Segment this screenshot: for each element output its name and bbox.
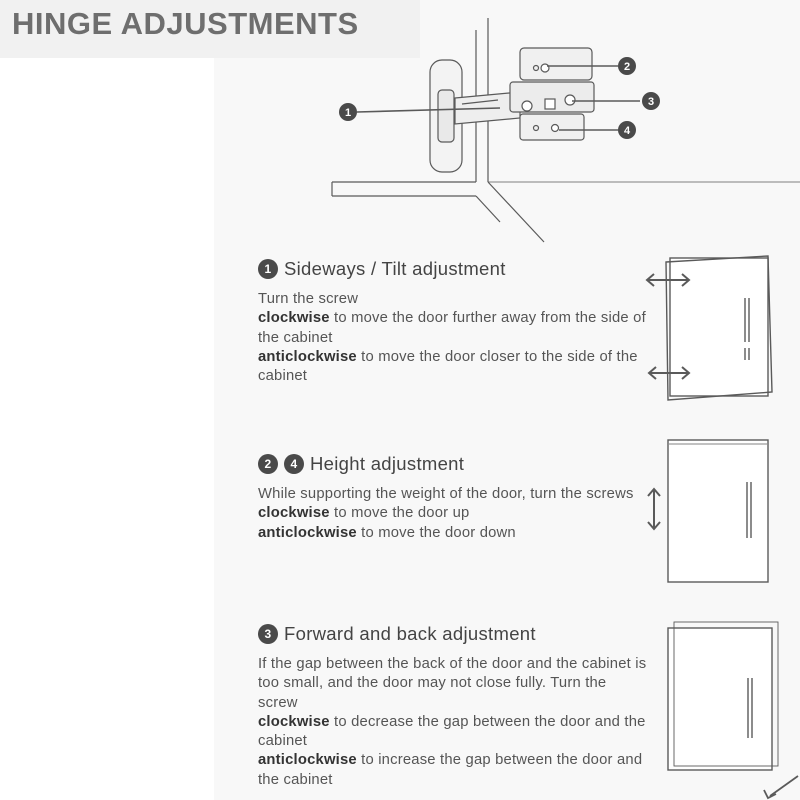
instruction-text: to move the door up [329, 505, 470, 522]
instruction-text: Turn the screw [258, 291, 359, 307]
instruction-text: to move the door down [356, 524, 516, 541]
direction-keyword: clockwise [258, 713, 330, 730]
instruction-line [258, 348, 648, 387]
number-badge-icon: 3 [258, 624, 278, 644]
section-sideways-tilt [258, 258, 648, 386]
direction-keyword: anticlockwise [258, 752, 357, 769]
instruction-text: to increase the gap between the door and the cabinet [258, 752, 643, 788]
section-forward-back [258, 623, 648, 790]
door-depth-icon [668, 622, 798, 798]
instruction-line [258, 504, 648, 523]
direction-keyword: anticlockwise [258, 348, 357, 365]
instruction-text: While supporting the weight of the door, turn the screws [258, 486, 634, 502]
section-heading [258, 623, 648, 645]
section-heading-text: Sideways / Tilt adjustment [284, 258, 506, 279]
direction-keyword: clockwise [258, 310, 330, 327]
section-body [258, 290, 648, 386]
callout-label: 4 [623, 125, 631, 137]
instruction-line [258, 524, 648, 543]
instruction-line [258, 309, 648, 348]
section-body [258, 485, 648, 543]
section-body [258, 655, 648, 790]
door-height-icon [668, 440, 768, 582]
callout-label: 2 [623, 61, 631, 73]
instruction-text: to move the door further away from the side of the cabinet [258, 310, 646, 346]
section-heading-text: Forward and back adjustment [284, 623, 536, 644]
number-badge-icon: 4 [284, 454, 304, 474]
direction-keyword: anticlockwise [258, 524, 357, 541]
direction-keyword: clockwise [258, 505, 330, 522]
instruction-text: If the gap between the back of the door and the cabinet is too small, and the door may not close fully. Turn the screw [258, 656, 647, 711]
section-heading [258, 453, 648, 475]
instruction-text: to move the door closer to the side of the cabinet [258, 348, 638, 385]
instruction-line [258, 290, 648, 309]
instruction-text: to decrease the gap between the door and the cabinet [258, 713, 646, 750]
callout-label: 1 [344, 107, 352, 119]
page-title: HINGE ADJUSTMENTS [12, 6, 359, 41]
number-badge-icon: 1 [258, 259, 278, 279]
instruction-line [258, 713, 648, 752]
callout-label: 3 [647, 96, 655, 108]
section-heading [258, 258, 648, 280]
instruction-line [258, 485, 648, 504]
double-arrow-vertical-icon [648, 489, 660, 529]
instruction-line [258, 655, 648, 713]
section-heading-text: Height adjustment [310, 453, 465, 474]
number-badge-icon: 2 [258, 454, 278, 474]
instruction-line [258, 751, 648, 790]
section-height [258, 453, 648, 543]
